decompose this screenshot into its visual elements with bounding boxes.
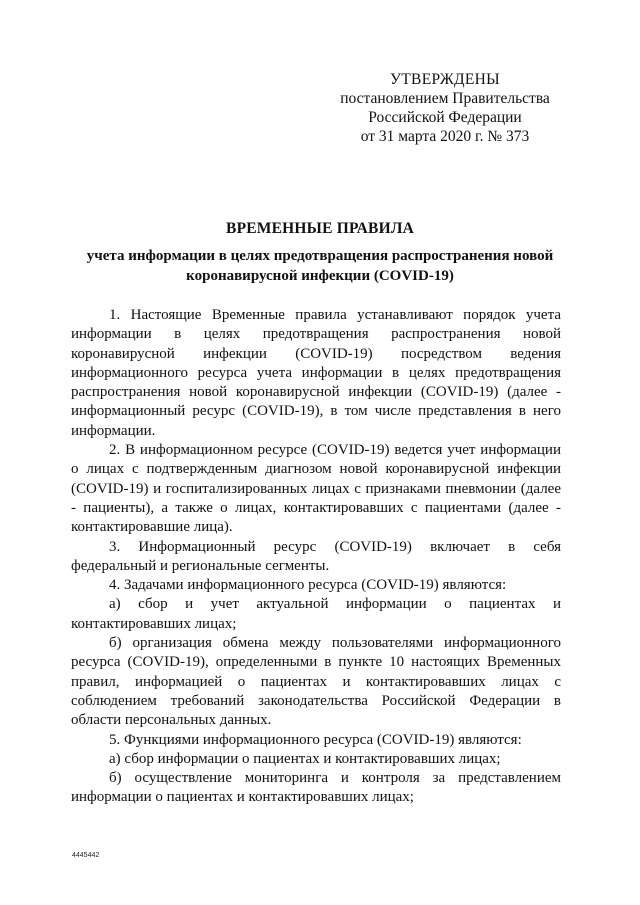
paragraph-4: 4. Задачами информационного ресурса (COVID-19) являются:	[109, 577, 507, 594]
approval-line-3: от 31 марта 2020 г. № 373	[360, 128, 530, 145]
paragraph-4a: а) сбор и учет актуальной информации о пациентах и контактировавших лицах;	[71, 596, 561, 632]
paragraph-1: 1. Настоящие Временные правила устанавливают порядок учета информации в целях предотвращения распространения новой коронавирусной инфекции (COVID-19) посредством ведения информационного ресурса учета информации в целях предотвращения распространения новой коронавирусной инфекции (COVID-19) (далее - информационный ресурс (COVID-19), в том числе представления в него информации.	[71, 307, 561, 439]
paragraph-2: 2. В информационном ресурсе (COVID-19) ведется учет информации о лицах с подтвержденным диагнозом новой коронавирусной инфекции (COVID-19) и госпитализированных лицах с признаками пневмонии (далее - пациенты), а также о лицах, контактировавших с пациентами (далее - контактировавшие лица).	[71, 442, 561, 536]
paragraph-5b: б) осуществление мониторинга и контроля за представлением информации о пациентах и контактировавших лицах;	[71, 770, 561, 806]
document-subtitle: учета информации в целях предотвращения распространения новой коронавирусной инфекции (COVID-19)	[86, 248, 554, 284]
approval-line-1: постановлением Правительства	[340, 90, 550, 107]
paragraph-3: 3. Информационный ресурс (COVID-19) включает в себя федеральный и региональные сегменты.	[71, 538, 561, 574]
document-code: 4445442	[72, 852, 100, 859]
paragraph-5: 5. Функциями информационного ресурса (COVID-19) являются:	[109, 731, 522, 748]
approval-line-2: Российской Федерации	[368, 109, 522, 126]
document-body	[71, 306, 561, 808]
approval-heading: УТВЕРЖДЕНЫ	[390, 71, 500, 88]
document-title: ВРЕМЕННЫЕ ПРАВИЛА	[226, 220, 414, 237]
paragraph-4b: б) организация обмена между пользователями информационного ресурса (COVID-19), определенными в пункте 10 настоящих Временных правил, информацией о пациентах и контактировавших лицах с соблюдением требований законодательства Российской Федерации в области персональных данных.	[71, 635, 561, 729]
approval-stamp	[330, 70, 560, 146]
document-title-block	[60, 220, 580, 286]
paragraph-5a: а) сбор информации о пациентах и контактировавших лицах;	[109, 750, 501, 767]
